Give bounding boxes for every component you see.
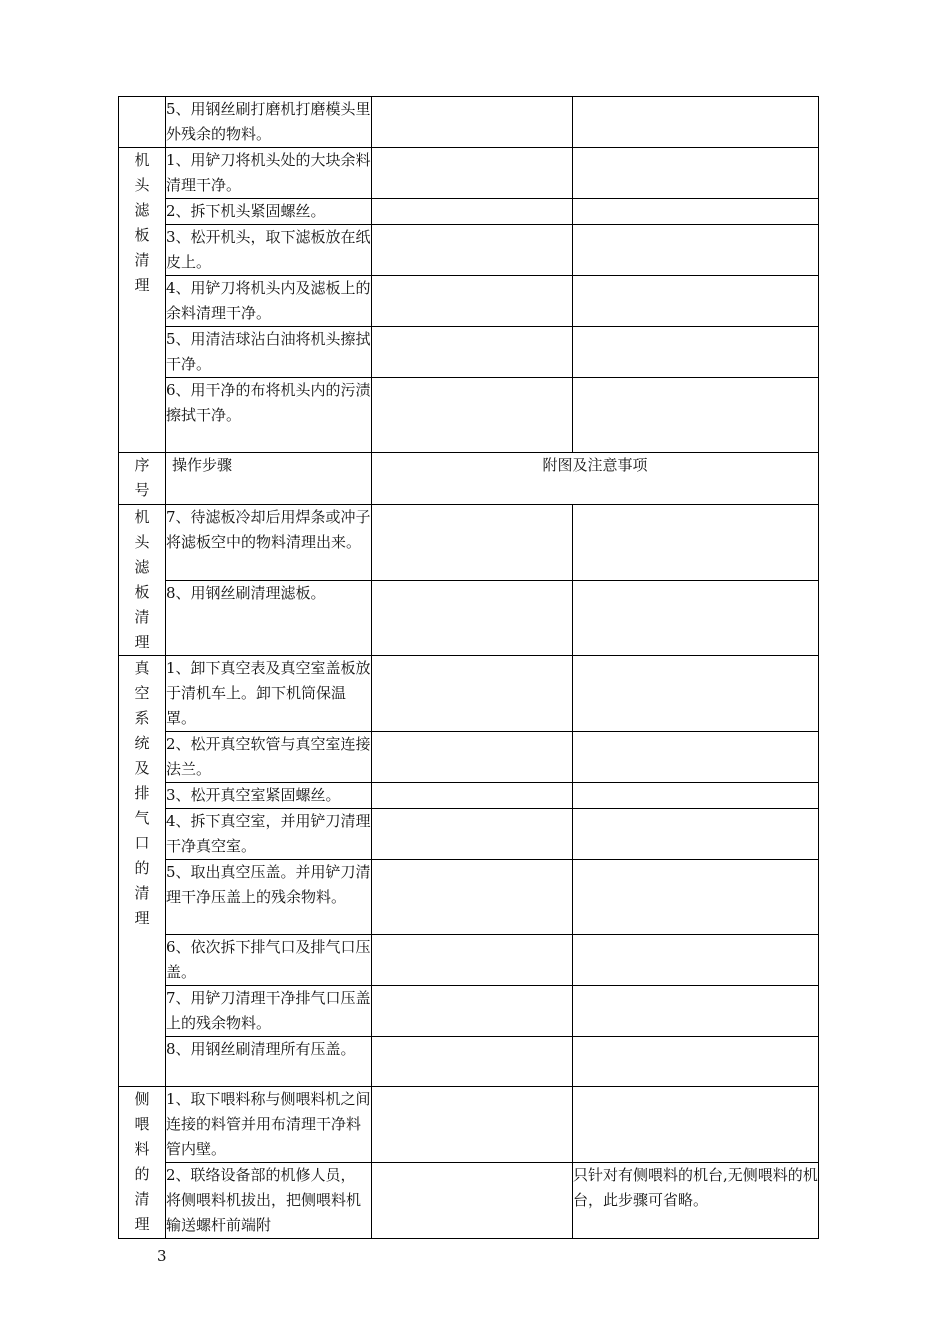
section-title-char: 板 [134, 226, 150, 244]
figure-cell [372, 860, 573, 935]
section-title-char: 空 [134, 684, 150, 702]
figure-cell [372, 732, 573, 783]
note-cell [573, 97, 819, 148]
table-row [119, 732, 819, 783]
step-cell: 5、用钢丝刷打磨机打磨模头里外残余的物料。 [166, 97, 372, 148]
section-title-char: 头 [134, 176, 150, 194]
section-title-char: 滤 [134, 201, 150, 219]
procedure-table [118, 96, 819, 1239]
section-title-char: 清 [134, 1190, 150, 1208]
table-row [119, 225, 819, 276]
section-title-char: 喂 [134, 1115, 150, 1133]
figure-cell [372, 1087, 573, 1163]
section-title-char: 清 [134, 608, 150, 626]
figure-cell [372, 1163, 573, 1239]
section-title-char: 真 [134, 659, 150, 677]
step-cell: 1、卸下真空表及真空室盖板放于清机车上。卸下机筒保温罩。 [166, 656, 372, 732]
table-row [119, 327, 819, 378]
section-title-char: 理 [134, 909, 150, 927]
table-row [119, 1087, 819, 1163]
table-row [119, 783, 819, 809]
table-row [119, 581, 819, 656]
note-cell [573, 1037, 819, 1087]
header-note: 附图及注意事项 [372, 453, 819, 505]
table-row [119, 935, 819, 986]
section-title-char: 统 [134, 734, 150, 752]
figure-cell [372, 783, 573, 809]
note-cell [573, 860, 819, 935]
section-title-char: 理 [134, 1215, 150, 1233]
section-title-char: 及 [134, 759, 150, 777]
section-title-char: 序 [134, 456, 150, 474]
header-row [119, 453, 819, 505]
section-title-char: 理 [134, 633, 150, 651]
section-title-char: 头 [134, 533, 150, 551]
step-cell: 6、用干净的布将机头内的污渍擦拭干净。 [166, 378, 372, 453]
step-cell: 4、用铲刀将机头内及滤板上的余料清理干净。 [166, 276, 372, 327]
section-title-char: 板 [134, 583, 150, 601]
table-row [119, 276, 819, 327]
table-row [119, 378, 819, 453]
section-title-char: 机 [134, 151, 150, 169]
figure-cell [372, 148, 573, 199]
step-cell: 2、联络设备部的机修人员， 将侧喂料机拔出，把侧喂料机输送螺杆前端附 [166, 1163, 372, 1239]
figure-cell [372, 581, 573, 656]
section-title-char: 系 [134, 709, 150, 727]
table-row [119, 148, 819, 199]
figure-cell [372, 327, 573, 378]
step-cell: 7、用铲刀清理干净排气口压盖上的残余物料。 [166, 986, 372, 1037]
page-number: 3 [157, 1247, 167, 1265]
note-cell [573, 199, 819, 225]
note-cell [573, 505, 819, 581]
section-title-side-feeder [119, 1087, 166, 1239]
section-title-char: 机 [134, 508, 150, 526]
header-seq [119, 453, 166, 505]
section-title-char: 号 [134, 481, 150, 499]
section-title-char: 的 [134, 859, 150, 877]
figure-cell [372, 505, 573, 581]
note-cell [573, 327, 819, 378]
step-cell: 6、依次拆下排气口及排气口压盖。 [166, 935, 372, 986]
table-row [119, 986, 819, 1037]
section-title-char: 清 [134, 884, 150, 902]
table-row [119, 1037, 819, 1087]
figure-cell [372, 378, 573, 453]
note-cell [573, 732, 819, 783]
section-title-char: 的 [134, 1165, 150, 1183]
note-cell [573, 581, 819, 656]
section-title-char: 滤 [134, 558, 150, 576]
step-cell: 3、松开机头，取下滤板放在纸皮上。 [166, 225, 372, 276]
table-row [119, 656, 819, 732]
step-cell: 2、拆下机头紧固螺丝。 [166, 199, 372, 225]
table-row [119, 1163, 819, 1239]
table-row [119, 97, 819, 148]
figure-cell [372, 656, 573, 732]
note-cell [573, 378, 819, 453]
figure-cell [372, 225, 573, 276]
section-title-char: 理 [134, 276, 150, 294]
step-cell: 1、用铲刀将机头处的大块余料清理干净。 [166, 148, 372, 199]
table-row [119, 860, 819, 935]
table-row [119, 505, 819, 581]
note-cell [573, 276, 819, 327]
section-title-char: 料 [134, 1140, 150, 1158]
step-cell: 5、用清洁球沾白油将机头擦拭干净。 [166, 327, 372, 378]
figure-cell [372, 199, 573, 225]
note-cell [573, 809, 819, 860]
step-cell: 8、用钢丝刷清理所有压盖。 [166, 1037, 372, 1087]
note-cell [573, 1087, 819, 1163]
section-cell-empty [119, 97, 166, 148]
figure-cell [372, 809, 573, 860]
section-title-vacuum [119, 656, 166, 1087]
section-title-die-filter-cont [119, 505, 166, 656]
section-title-char: 气 [134, 809, 150, 827]
table-row [119, 809, 819, 860]
figure-cell [372, 1037, 573, 1087]
step-cell: 7、待滤板冷却后用焊条或冲子将滤板空中的物料清理出来。 [166, 505, 372, 581]
figure-cell [372, 986, 573, 1037]
note-cell-side-feeder: 只针对有侧喂料的机台,无侧喂料的机台，此步骤可省略。 [573, 1163, 819, 1239]
section-title-char: 侧 [134, 1090, 150, 1108]
step-cell: 1、取下喂料称与侧喂料机之间连接的料管并用布清理干净料管内壁。 [166, 1087, 372, 1163]
step-cell: 8、用钢丝刷清理滤板。 [166, 581, 372, 656]
section-title-char: 排 [134, 784, 150, 802]
step-cell: 2、松开真空软管与真空室连接法兰。 [166, 732, 372, 783]
section-title-die-filter [119, 148, 166, 453]
note-cell [573, 656, 819, 732]
header-step: 操作步骤 [166, 453, 372, 505]
note-cell [573, 783, 819, 809]
figure-cell [372, 97, 573, 148]
figure-cell [372, 276, 573, 327]
step-cell: 3、松开真空室紧固螺丝。 [166, 783, 372, 809]
note-cell [573, 986, 819, 1037]
step-cell: 5、取出真空压盖。并用铲刀清理干净压盖上的残余物料。 [166, 860, 372, 935]
figure-cell [372, 935, 573, 986]
section-title-char: 口 [134, 834, 150, 852]
note-cell [573, 148, 819, 199]
step-cell: 4、拆下真空室，并用铲刀清理干净真空室。 [166, 809, 372, 860]
note-cell [573, 935, 819, 986]
note-cell [573, 225, 819, 276]
section-title-char: 清 [134, 251, 150, 269]
table-row [119, 199, 819, 225]
